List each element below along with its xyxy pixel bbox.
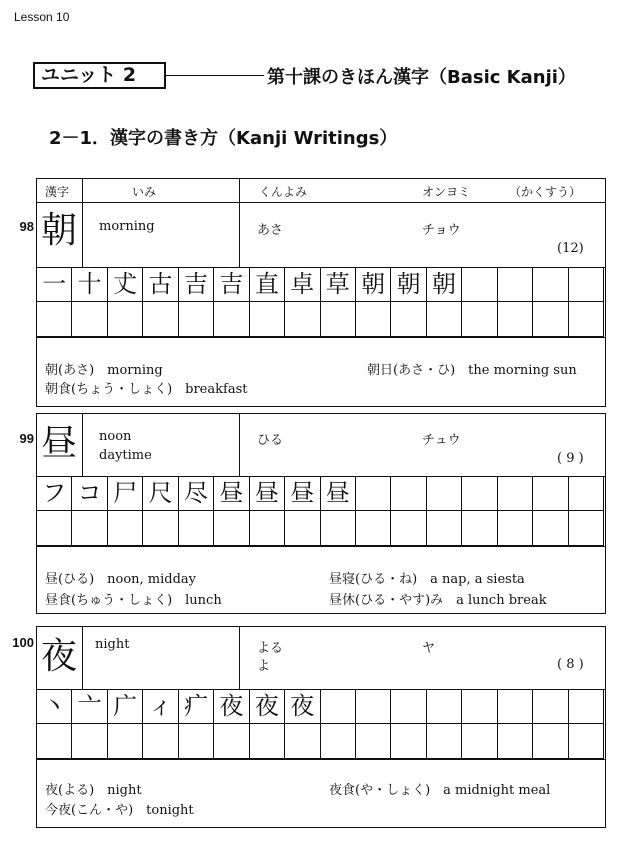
header-onyomi: オンヨミ [422,185,471,199]
practice-cell [533,511,568,546]
stroke-order-cell: 尽 [179,476,214,511]
practice-cell [143,511,178,546]
onyomi: チョウ [422,223,461,238]
practice-cell [498,476,533,511]
stroke-order-cell: 𠀋 [108,267,143,302]
practice-cell [179,302,214,337]
practice-cell [462,302,497,337]
kunyomi: よ [257,659,271,674]
example: 今夜(こん・や) tonight [45,803,194,818]
practice-cell [143,724,178,759]
practice-cell [37,511,72,546]
stroke-order-cell: 吉 [214,267,249,302]
practice-cell [356,511,391,546]
practice-cell [533,724,568,759]
stroke-order-cell: 朝 [356,267,391,302]
stroke-order-cell: 吉 [179,267,214,302]
practice-cell [143,302,178,337]
practice-cell [462,724,497,759]
practice-cell [462,689,497,724]
stroke-order-grid [37,476,605,546]
divider [82,627,83,689]
practice-cell [321,302,356,337]
unit-title: 第十課のきほん漢字（Basic Kanji） [267,67,576,88]
stroke-order-cell: 直 [250,267,285,302]
example: 朝食(ちょう・しょく) breakfast [45,382,248,397]
practice-cell [321,724,356,759]
practice-cell [533,302,568,337]
practice-cell [462,511,497,546]
kanji-character: 朝 [41,210,78,251]
practice-cell [285,302,320,337]
practice-cell [356,302,391,337]
kunyomi: あさ [257,223,284,238]
practice-cell [462,267,497,302]
stroke-order-cell: 夜 [250,689,285,724]
practice-cell [569,302,604,337]
stroke-order-cell: 夜 [214,689,249,724]
practice-cell [356,724,391,759]
stroke-order-cell: ィ [143,689,178,724]
practice-cell [391,689,426,724]
practice-cell [72,511,107,546]
practice-cell [72,724,107,759]
practice-cell [533,476,568,511]
practice-cell [356,476,391,511]
divider [239,414,240,476]
practice-cell [427,511,462,546]
grid-bottom [37,546,605,547]
practice-cell [321,689,356,724]
divider [239,179,240,267]
practice-cell [356,689,391,724]
divider [82,414,83,476]
kanji-card-98 [19,178,606,407]
grid-bottom [37,759,605,760]
unit-connector-line [166,75,264,76]
meaning: noon [99,429,132,444]
practice-cell [285,511,320,546]
practice-cell [250,724,285,759]
stroke-order-cell: 尸 [108,476,143,511]
practice-cell [108,724,143,759]
divider [239,627,240,689]
kanji-number: 99 [19,431,34,446]
stroke-order-cell: 十 [72,267,107,302]
practice-cell [427,302,462,337]
stroke-order-cell: 丶 [37,689,72,724]
practice-cell [498,724,533,759]
stroke-order-cell: 昼 [214,476,249,511]
stroke-order-cell: フ [37,476,72,511]
practice-cell [569,511,604,546]
kanji-number: 98 [19,219,34,234]
practice-cell [391,476,426,511]
stroke-order-cell: 亠 [72,689,107,724]
example: 昼寝(ひる・ね) a nap, a siesta [329,572,525,587]
onyomi: チュウ [422,433,461,448]
practice-cell [498,302,533,337]
example: 朝日(あさ・ひ) the morning sun [367,363,577,378]
practice-cell [391,724,426,759]
lesson-label: Lesson 10 [14,10,70,24]
header-kakusuu: （かくすう） [509,185,582,199]
stroke-order-cell: 昼 [285,476,320,511]
stroke-order-grid [37,267,605,337]
meaning: night [95,637,130,652]
stroke-order-cell: 疒 [179,689,214,724]
practice-cell [250,302,285,337]
practice-cell [427,689,462,724]
example: 夜食(や・しょく) a midnight meal [329,783,551,798]
header-imi: いみ [132,185,157,199]
example: 昼休(ひる・やす)み a lunch break [329,593,547,608]
kunyomi: よる [257,641,284,656]
stroke-order-cell: 古 [143,267,178,302]
card-header [37,179,605,203]
kanji-card-100 [12,626,606,828]
kanji-card-99 [19,413,606,614]
practice-cell [214,302,249,337]
practice-cell [321,511,356,546]
example: 昼(ひる) noon, midday [45,572,197,587]
stroke-order-cell: 卓 [285,267,320,302]
header-kunyomi: くんよみ [259,185,308,199]
header-kanji: 漢字 [45,185,70,199]
practice-cell [37,302,72,337]
stroke-order-cell: 尺 [143,476,178,511]
practice-cell [533,689,568,724]
stroke-count: (12) [557,241,584,256]
practice-cell [250,511,285,546]
practice-cell [569,724,604,759]
practice-cell [427,476,462,511]
practice-cell [569,689,604,724]
example: 夜(よる) night [45,783,142,798]
grid-bottom [37,337,605,338]
practice-cell [179,511,214,546]
stroke-count: ( 9 ) [557,451,584,466]
practice-cell [391,511,426,546]
stroke-order-grid [37,689,605,759]
stroke-order-cell: 草 [321,267,356,302]
practice-cell [179,724,214,759]
practice-cell [214,724,249,759]
stroke-order-cell: 朝 [427,267,462,302]
example: 朝(あさ) morning [45,363,163,378]
practice-cell [427,724,462,759]
practice-cell [108,511,143,546]
section-title: 2－1．漢字の書き方（Kanji Writings） [49,128,398,149]
practice-cell [214,511,249,546]
practice-cell [391,302,426,337]
practice-cell [285,724,320,759]
practice-cell [108,302,143,337]
stroke-order-cell: コ [72,476,107,511]
meaning: daytime [99,448,152,463]
practice-cell [498,267,533,302]
stroke-order-cell: 一 [37,267,72,302]
meaning: morning [99,219,155,234]
practice-cell [498,689,533,724]
kunyomi: ひる [257,433,284,448]
practice-cell [533,267,568,302]
divider [82,179,83,267]
stroke-order-cell: 广 [108,689,143,724]
kanji-character: 昼 [41,423,78,464]
practice-cell [498,511,533,546]
stroke-order-cell: 昼 [321,476,356,511]
stroke-order-cell: 朝 [391,267,426,302]
practice-cell [72,302,107,337]
unit-label: ユニット 2 [33,62,166,89]
practice-cell [462,476,497,511]
stroke-order-cell: 昼 [250,476,285,511]
stroke-count: ( 8 ) [557,657,584,672]
practice-cell [37,724,72,759]
practice-cell [569,476,604,511]
kanji-character: 夜 [41,636,78,677]
onyomi: ヤ [422,641,436,656]
kanji-number: 100 [12,635,34,650]
practice-cell [569,267,604,302]
example: 昼食(ちゅう・しょく) lunch [45,593,222,608]
stroke-order-cell: 夜 [285,689,320,724]
